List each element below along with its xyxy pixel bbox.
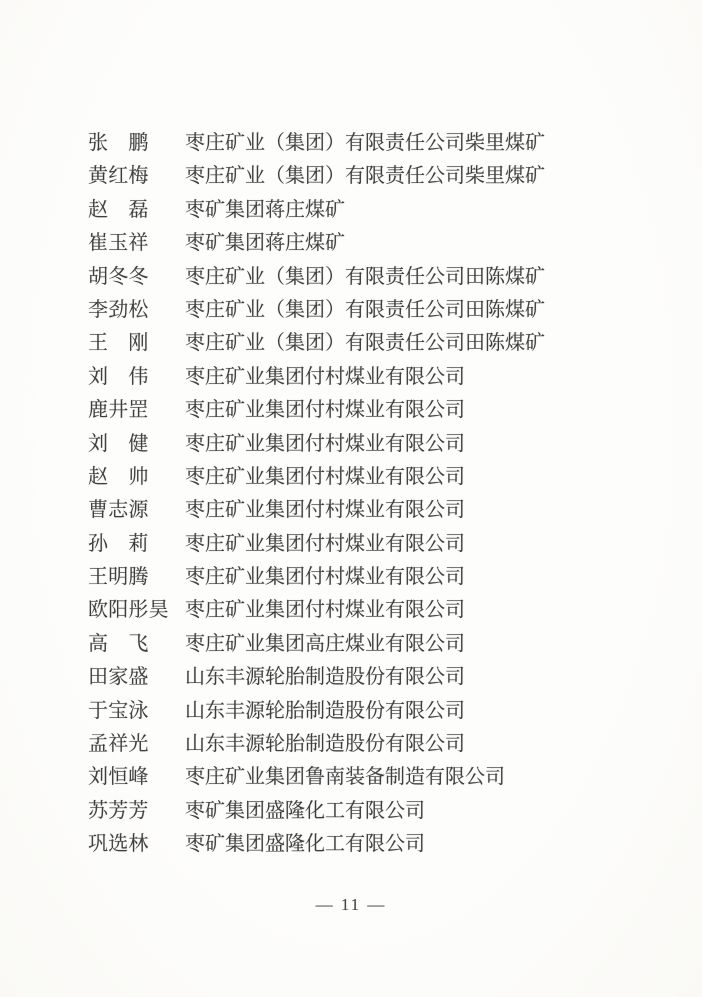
roster-row bbox=[88, 661, 662, 694]
person-name: 王明腾 bbox=[88, 566, 149, 589]
roster-row bbox=[88, 494, 662, 527]
person-name: 崔玉祥 bbox=[88, 232, 149, 255]
person-name: 孟祥光 bbox=[88, 733, 149, 756]
organization-name: 枣矿集团蒋庄煤矿 bbox=[185, 198, 345, 221]
organization-name: 枣庄矿业（集团）有限责任公司柴里煤矿 bbox=[185, 165, 545, 188]
organization-name: 枣庄矿业（集团）有限责任公司柴里煤矿 bbox=[185, 132, 545, 154]
person-name: 黄红梅 bbox=[88, 165, 149, 188]
page-number: — 11 — bbox=[315, 895, 387, 914]
organization-name: 山东丰源轮胎制造股份有限公司 bbox=[185, 666, 465, 689]
organization-name: 枣庄矿业集团付村煤业有限公司 bbox=[185, 365, 465, 388]
roster-row bbox=[88, 261, 662, 294]
organization-name: 枣庄矿业集团付村煤业有限公司 bbox=[185, 566, 465, 589]
roster-row bbox=[88, 361, 662, 394]
roster-row bbox=[88, 761, 662, 794]
person-name: 王 刚 bbox=[88, 332, 149, 355]
organization-name: 枣庄矿业集团鲁南装备制造有限公司 bbox=[185, 766, 505, 789]
name-roster bbox=[88, 127, 662, 862]
organization-name: 枣庄矿业集团付村煤业有限公司 bbox=[185, 399, 465, 422]
person-name: 鹿井罡 bbox=[88, 399, 149, 422]
roster-row bbox=[88, 628, 662, 661]
roster-row bbox=[88, 194, 662, 227]
person-name: 曹志源 bbox=[88, 499, 149, 522]
person-name: 张 鹏 bbox=[88, 132, 149, 154]
organization-name: 枣庄矿业集团付村煤业有限公司 bbox=[185, 599, 465, 622]
person-name: 巩选林 bbox=[88, 833, 149, 856]
roster-row bbox=[88, 561, 662, 594]
organization-name: 枣矿集团盛隆化工有限公司 bbox=[185, 833, 425, 856]
person-name: 孙 莉 bbox=[88, 532, 149, 555]
roster-row bbox=[88, 127, 662, 160]
roster-row bbox=[88, 428, 662, 461]
roster-row bbox=[88, 327, 662, 360]
person-name: 赵 磊 bbox=[88, 198, 149, 221]
roster-row bbox=[88, 594, 662, 627]
organization-name: 枣庄矿业（集团）有限责任公司田陈煤矿 bbox=[185, 265, 545, 288]
roster-row bbox=[88, 695, 662, 728]
person-name: 刘 伟 bbox=[88, 365, 149, 388]
person-name: 胡冬冬 bbox=[88, 265, 149, 288]
roster-row bbox=[88, 294, 662, 327]
organization-name: 枣庄矿业集团高庄煤业有限公司 bbox=[185, 632, 465, 655]
person-name: 高 飞 bbox=[88, 632, 149, 655]
roster-row bbox=[88, 160, 662, 193]
roster-row bbox=[88, 728, 662, 761]
organization-name: 枣庄矿业集团付村煤业有限公司 bbox=[185, 432, 465, 455]
organization-name: 枣庄矿业集团付村煤业有限公司 bbox=[185, 465, 465, 488]
organization-name: 枣矿集团蒋庄煤矿 bbox=[185, 232, 345, 255]
person-name: 刘 健 bbox=[88, 432, 149, 455]
roster-row bbox=[88, 795, 662, 828]
person-name: 苏芳芳 bbox=[88, 799, 149, 822]
roster-row bbox=[88, 528, 662, 561]
organization-name: 枣庄矿业（集团）有限责任公司田陈煤矿 bbox=[185, 298, 545, 321]
roster-row bbox=[88, 828, 662, 861]
roster-row bbox=[88, 227, 662, 260]
person-name: 田家盛 bbox=[88, 666, 149, 689]
organization-name: 枣庄矿业集团付村煤业有限公司 bbox=[185, 532, 465, 555]
person-name: 赵 帅 bbox=[88, 465, 149, 488]
organization-name: 枣矿集团盛隆化工有限公司 bbox=[185, 799, 425, 822]
organization-name: 枣庄矿业集团付村煤业有限公司 bbox=[185, 499, 465, 522]
person-name: 欧阳彤昊 bbox=[88, 599, 169, 622]
organization-name: 山东丰源轮胎制造股份有限公司 bbox=[185, 733, 465, 756]
person-name: 于宝泳 bbox=[88, 699, 149, 722]
person-name: 李劲松 bbox=[88, 298, 149, 321]
organization-name: 枣庄矿业（集团）有限责任公司田陈煤矿 bbox=[185, 332, 545, 355]
person-name: 刘恒峰 bbox=[88, 766, 149, 789]
organization-name: 山东丰源轮胎制造股份有限公司 bbox=[185, 699, 465, 722]
roster-row bbox=[88, 394, 662, 427]
roster-row bbox=[88, 461, 662, 494]
